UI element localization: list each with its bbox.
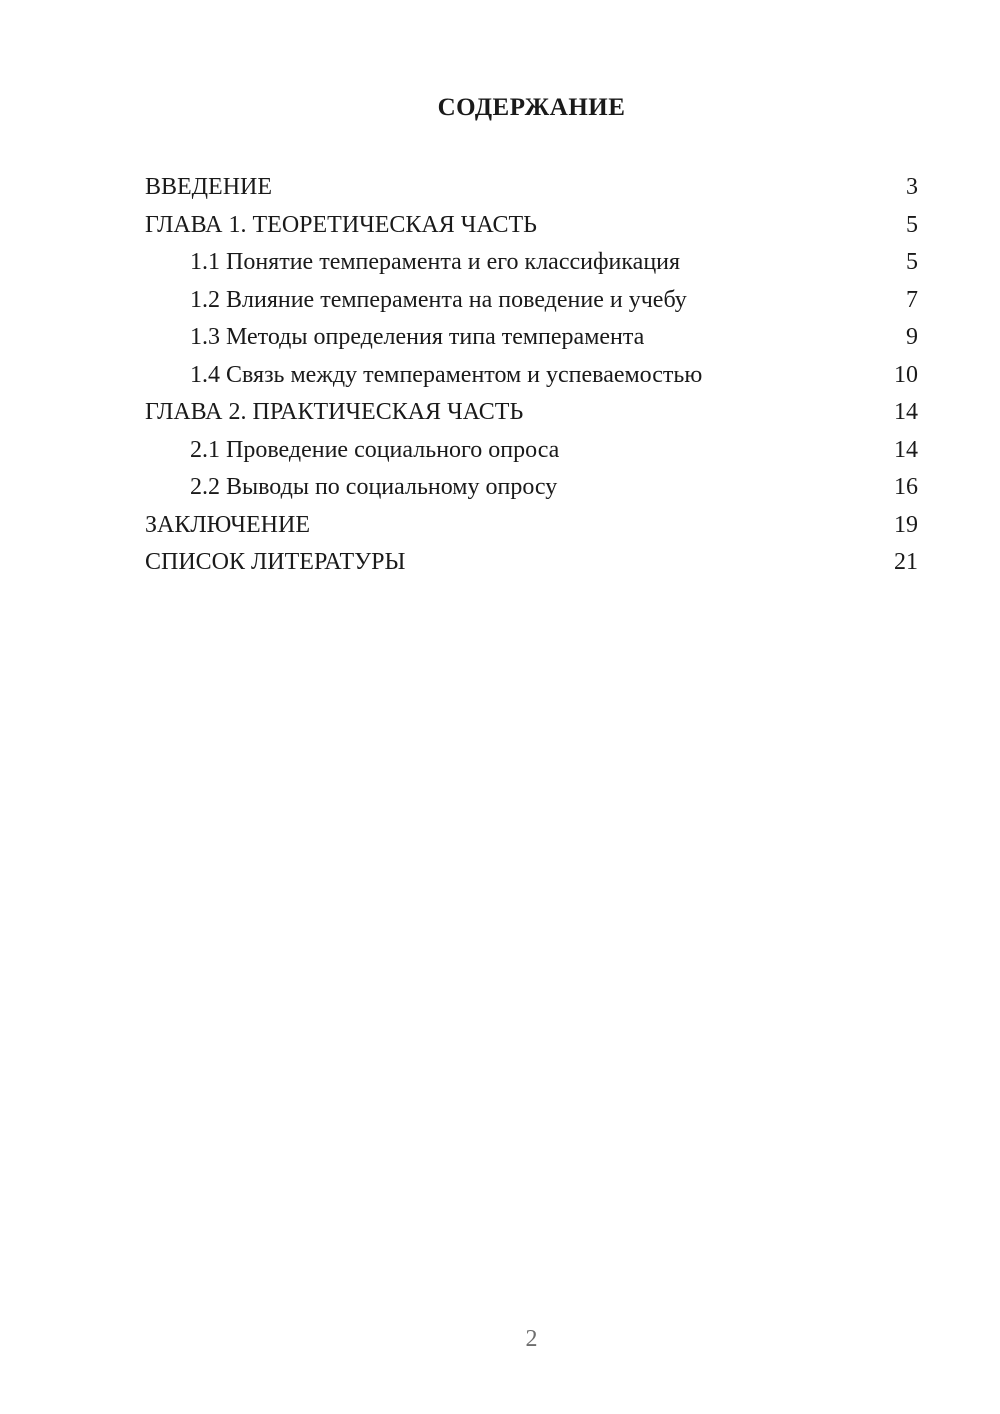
toc-entry-page-number: 5 — [906, 249, 918, 275]
table-of-contents — [145, 169, 918, 582]
toc-entry-label: ЗАКЛЮЧЕНИЕ — [145, 511, 310, 538]
toc-row — [145, 394, 918, 432]
toc-entry-label: 1.1 Понятие темперамента и его классификация — [190, 249, 681, 275]
toc-entry-page-number: 21 — [894, 549, 918, 575]
footer-page-number: 2 — [525, 1326, 538, 1352]
toc-row — [145, 207, 918, 245]
toc-entry-page-number: 5 — [906, 211, 918, 238]
toc-row — [145, 432, 918, 470]
toc-entry-label: 1.3 Методы определения типа темперамента — [190, 324, 645, 350]
toc-entry-label: ВВЕДЕНИЕ — [145, 174, 273, 200]
toc-row — [145, 282, 918, 320]
toc-entry-label: 2.2 Выводы по социальному опросу — [190, 474, 558, 500]
toc-row — [145, 544, 918, 582]
toc-entry-label: 2.1 Проведение социального опроса — [190, 436, 560, 463]
toc-row — [145, 357, 918, 395]
toc-entry-page-number: 10 — [894, 361, 918, 388]
toc-entry-label: ГЛАВА 1. ТЕОРЕТИЧЕСКАЯ ЧАСТЬ — [145, 211, 537, 238]
toc-entry-label: 1.4 Связь между темпераментом и успеваемостью — [190, 361, 703, 388]
toc-entry-label: СПИСОК ЛИТЕРАТУРЫ — [145, 549, 406, 575]
toc-entry-page-number: 14 — [894, 399, 918, 425]
page-title: СОДЕРЖАНИЕ — [437, 94, 626, 121]
toc-entry-label: ГЛАВА 2. ПРАКТИЧЕСКАЯ ЧАСТЬ — [145, 399, 524, 425]
toc-row — [145, 469, 918, 507]
toc-entry-page-number: 16 — [894, 474, 918, 500]
toc-content — [145, 93, 918, 582]
toc-row — [145, 507, 918, 545]
toc-entry-page-number: 3 — [906, 174, 918, 200]
toc-row — [145, 244, 918, 282]
toc-entry-page-number: 7 — [906, 286, 918, 313]
toc-row — [145, 169, 918, 207]
toc-row — [145, 319, 918, 357]
toc-entry-label: 1.2 Влияние темперамента на поведение и учебу — [190, 286, 687, 313]
toc-entry-page-number: 9 — [906, 324, 918, 350]
toc-entry-page-number: 19 — [894, 511, 918, 538]
toc-entry-page-number: 14 — [894, 436, 918, 463]
